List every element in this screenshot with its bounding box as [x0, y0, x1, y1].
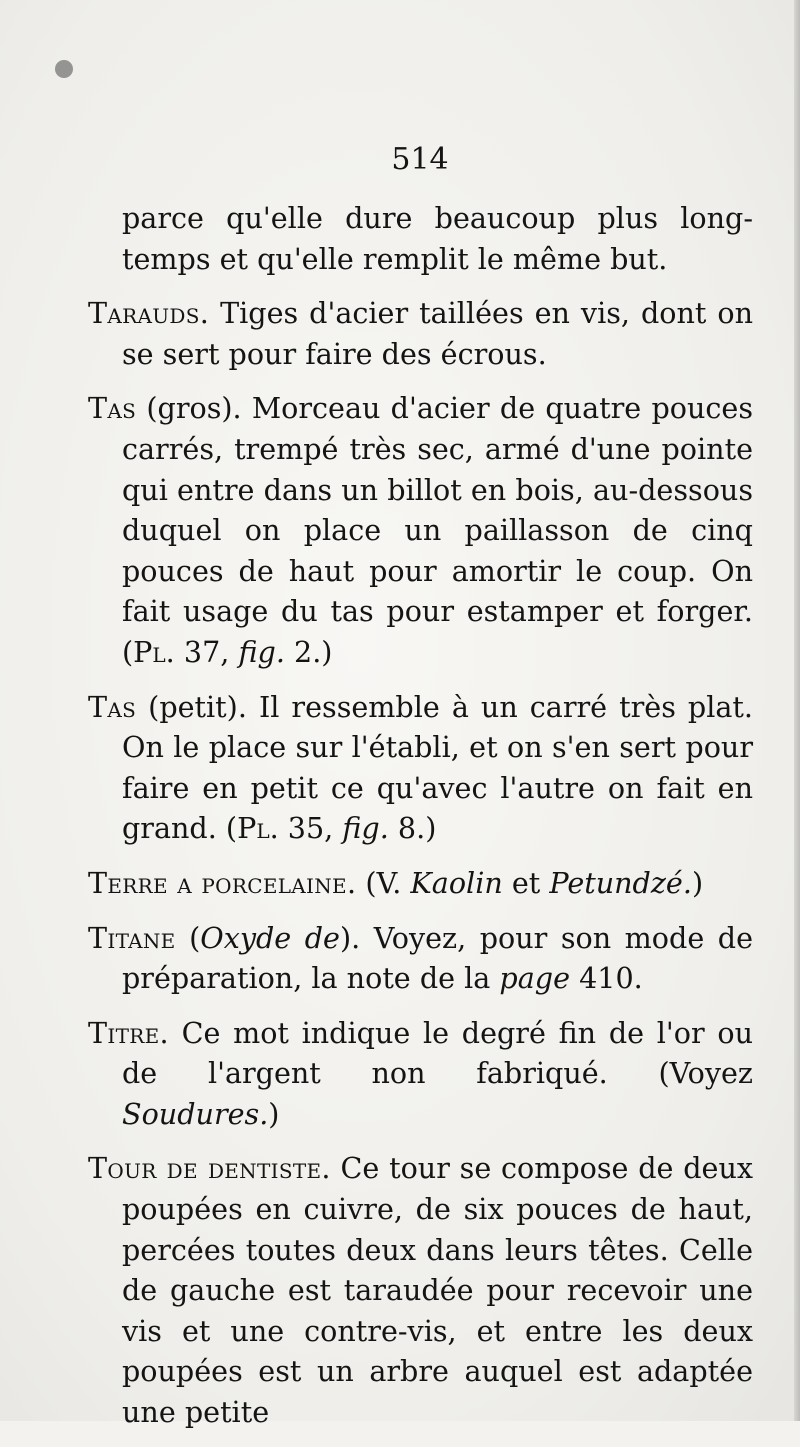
definition: )	[691, 865, 704, 900]
figure-ref: fig.	[238, 634, 285, 669]
cross-ref: Kaolin	[410, 865, 503, 900]
headword: Tas	[88, 689, 137, 724]
figure-ref: fig.	[342, 811, 389, 846]
definition: Tiges d'acier taillées en vis, dont on se sert pour faire des écrous.	[122, 296, 753, 371]
definition: (gros). Morceau d'acier de quatre pouces carrés, trempé très sec, armé d'une pointe qui entre dans un billot en bois, au-dessous duquel on place un paillasson de cinq pouces de haut pour amortir le coup. On fait usage du tas pour estamper et forger. (	[122, 391, 753, 669]
definition: Ce mot indique le degré fin de l'or ou de l'argent non fabriqué. (Voyez	[122, 1015, 753, 1091]
headword: Terre a porcelaine.	[88, 865, 357, 900]
plate-ref: Pl.	[237, 811, 279, 846]
entry-titane	[88, 918, 753, 999]
qualifier: Oxyde de	[200, 920, 340, 955]
entry-terre-a-porcelaine	[88, 863, 753, 904]
entry-tour-de-dentiste	[88, 1148, 753, 1432]
definition: Ce tour se compose de deux poupées en cuivre, de six pouces de haut, percées toutes deux dans leurs têtes. Celle de gauche est taraudée pour recevoir une vis et une contre-vis, et entre les deux poupées est un arbre auquel est adaptée une petite	[122, 1151, 754, 1430]
definition: (	[175, 920, 201, 955]
plate-number: 35,	[278, 811, 343, 846]
entry-tas-petit	[88, 687, 753, 849]
cross-ref: Soudures.	[122, 1096, 269, 1131]
headword: Titane	[88, 920, 176, 955]
entry-tarauds	[88, 293, 753, 374]
definition: et	[502, 865, 550, 900]
paragraph-text: parce qu'elle dure beaucoup plus long-temps et qu'elle remplit le même but.	[122, 201, 753, 276]
definition: (petit). Il ressemble à un carré très plat. On le place sur l'établi, et on s'en sert pour faire en petit ce qu'avec l'autre on fait en grand. (	[122, 689, 753, 846]
headword: Titre.	[88, 1015, 169, 1050]
entry-tas-gros	[88, 388, 753, 672]
page-number: 514	[391, 142, 449, 177]
ink-spot	[55, 60, 73, 78]
headword: Tas	[88, 391, 137, 426]
entry-titre	[88, 1013, 753, 1135]
headword: Tour de dentiste.	[88, 1151, 331, 1186]
definition: (V.	[356, 865, 411, 900]
dictionary-text	[88, 198, 753, 1447]
definition: )	[268, 1096, 280, 1131]
definition: ). Voyez, pour son mode de préparation, la note de la	[122, 920, 753, 996]
cross-ref: Petundzé.	[549, 865, 692, 900]
figure-number: 2.)	[284, 634, 333, 669]
page-edge-shadow	[794, 0, 800, 1421]
plate-ref: Pl.	[133, 634, 175, 669]
definition: 410.	[570, 961, 643, 996]
headword: Tarauds.	[88, 296, 210, 331]
continuation-paragraph	[88, 198, 753, 279]
page-ref: page	[499, 961, 570, 996]
plate-number: 37,	[174, 634, 239, 669]
figure-number: 8.)	[388, 811, 437, 846]
